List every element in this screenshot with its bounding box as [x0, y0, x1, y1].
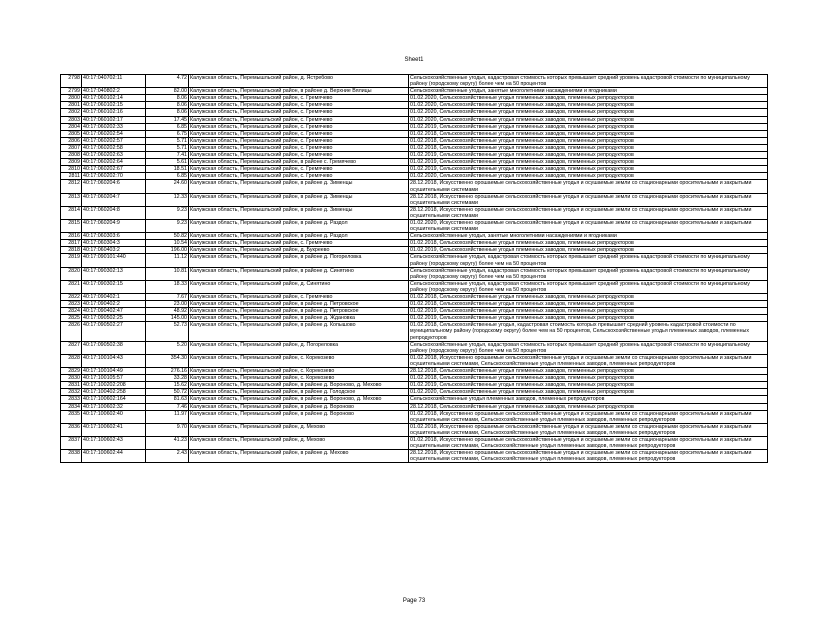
row-number-cell: 2815 [61, 219, 82, 232]
address-cell: Калужская область, Перемышльский район, в районе д. Зименцы [189, 180, 409, 193]
area-cell: 4.72 [146, 75, 189, 88]
cadastral-number-cell: 40:17:060102:14 [82, 95, 146, 102]
cadastral-number-cell: 40:17:090402:1 [82, 294, 146, 301]
row-number-cell: 2807 [61, 144, 82, 151]
row-number-cell: 2823 [61, 301, 82, 308]
address-cell: Калужская область, Перемышльский район, в районе д. Зименцы [189, 193, 409, 206]
cadastral-number-cell: 40:17:100402:258 [82, 389, 146, 396]
cadastral-number-cell: 40:17:060204:7 [82, 193, 146, 206]
address-cell: Калужская область, Перемышльский район, д. Ястребово [189, 75, 409, 88]
row-number-cell: 2805 [61, 130, 82, 137]
area-cell: 5.61 [146, 159, 189, 166]
row-number-cell: 2817 [61, 240, 82, 247]
area-cell: 6.75 [146, 130, 189, 137]
land-category-cell: 28.12.2018, Сельскохозяйственные угодья племенных заводов, племенных репродукторов [409, 368, 768, 375]
land-category-cell: 01.02.2018, Сельскохозяйственные угодья племенных заводов, племенных репродукторов [409, 301, 768, 308]
table-row [61, 240, 768, 247]
table-row [61, 322, 768, 341]
row-number-cell: 2803 [61, 116, 82, 123]
row-number-cell: 2832 [61, 389, 82, 396]
land-category-cell: 01.02.2019, Сельскохозяйственные угодья племенных заводов, племенных репродукторов [409, 315, 768, 322]
table-row [61, 116, 768, 123]
area-cell: 24.60 [146, 180, 189, 193]
address-cell: Калужская область, Перемышльский район, в районе с. Гремячево [189, 159, 409, 166]
cadastral-number-cell: 40:17:090502:25 [82, 315, 146, 322]
table-row [61, 247, 768, 254]
address-cell: Калужская область, Перемышльский район, в районе д. Погореловка [189, 254, 409, 267]
area-cell: 11.97 [146, 410, 189, 423]
address-cell: Калужская область, Перемышльский район, д. Синятино [189, 280, 409, 293]
land-category-cell: 01.02.2018, Сельскохозяйственные угодья, кадастровая стоимость которых превышает средний уровень кадастровой стоимости по муниципальному району (городскому округу) более чем на 50 процентов, Сельскохозяйственные угодья племенных заводов, племенных репродукторов [409, 322, 768, 341]
area-cell: 7.46 [146, 403, 189, 410]
address-cell: Калужская область, Перемышльский район, в районе д. Вороново, д. Мехово [189, 382, 409, 389]
table-row [61, 450, 768, 463]
cadastral-number-cell: 40:17:060403:2 [82, 247, 146, 254]
row-number-cell: 2808 [61, 152, 82, 159]
cadastral-number-cell: 40:17:090402:47 [82, 308, 146, 315]
row-number-cell: 2802 [61, 109, 82, 116]
table-row [61, 301, 768, 308]
cadastral-number-cell: 40:17:060303:6 [82, 233, 146, 240]
row-number-cell: 2824 [61, 308, 82, 315]
address-cell: Калужская область, Перемышльский район, д. Погореловка [189, 341, 409, 354]
address-cell: Калужская область, Перемышльский район, в районе д. Мехово [189, 450, 409, 463]
row-number-cell: 2813 [61, 193, 82, 206]
area-cell: 5.71 [146, 137, 189, 144]
row-number-cell: 2830 [61, 375, 82, 382]
row-number-cell: 2820 [61, 267, 82, 280]
land-category-cell: 01.02.2020, Сельскохозяйственные угодья племенных заводов, племенных репродукторов [409, 116, 768, 123]
cadastral-number-cell: 40:17:060202:57 [82, 137, 146, 144]
address-cell: Калужская область, Перемышльский район, с. Гремячево [189, 166, 409, 173]
area-cell: 81.63 [146, 396, 189, 403]
area-cell: 33.28 [146, 375, 189, 382]
land-category-cell: 28.12.2018, Искусственно орошаемые сельскохозяйственные угодья и осушаемые земли со стационарными оросительными и закрытыми осушительными системами [409, 206, 768, 219]
table-row [61, 130, 768, 137]
table-row [61, 173, 768, 180]
cadastral-number-cell: 40:17:060304:3 [82, 240, 146, 247]
data-table [60, 74, 768, 463]
area-cell: 23.00 [146, 301, 189, 308]
land-category-cell: 01.02.2020, Искусственно орошаемые сельскохозяйственные угодья и осушаемые земли со стационарными оросительными и закрытыми осушительными системами [409, 219, 768, 232]
land-category-cell: 01.02.2018, Сельскохозяйственные угодья племенных заводов, племенных репродукторов [409, 375, 768, 382]
table-row [61, 166, 768, 173]
area-cell: 10.54 [146, 240, 189, 247]
cadastral-number-cell: 40:17:090502:38 [82, 341, 146, 354]
land-category-cell: 01.02.2020, Сельскохозяйственные угодья племенных заводов, племенных репродукторов [409, 102, 768, 109]
area-cell: 7.67 [146, 294, 189, 301]
land-category-cell: 01.02.2019, Сельскохозяйственные угодья племенных заводов, племенных репродукторов [409, 308, 768, 315]
cadastral-number-cell: 40:17:100602:164 [82, 396, 146, 403]
area-cell: 12.33 [146, 193, 189, 206]
table-row [61, 396, 768, 403]
land-category-cell: Сельскохозяйственные угодья, кадастровая стоимость которых превышает средний уровень кадастровой стоимости по муниципальному району (городскому округу) более чем на 50 процентов [409, 267, 768, 280]
table-row [61, 159, 768, 166]
cadastral-number-cell: 40:17:100602:32 [82, 403, 146, 410]
table-row [61, 109, 768, 116]
area-cell: 7.41 [146, 152, 189, 159]
row-number-cell: 2826 [61, 322, 82, 341]
cadastral-number-cell: 40:17:090402:2 [82, 301, 146, 308]
land-category-cell: 01.02.2018, Искусственно орошаемые сельскохозяйственные угодья и осушаемые земли со стационарными оросительными и закрытыми осушительными системами, Сельскохозяйственные угодья племенных заводов, племенных репродукторов [409, 410, 768, 423]
address-cell: Калужская область, Перемышльский район, д. Букреево [189, 247, 409, 254]
table-row [61, 368, 768, 375]
area-cell: 9.23 [146, 219, 189, 232]
address-cell: Калужская область, Перемышльский район, в районе д. Зименцы [189, 206, 409, 219]
address-cell: Калужская область, Перемышльский район, в районе д. Петровское [189, 308, 409, 315]
area-cell: 18.51 [146, 166, 189, 173]
land-category-cell: 01.02.2018, Сельскохозяйственные угодья племенных заводов, племенных репродукторов [409, 294, 768, 301]
address-cell: Калужская область, Перемышльский район, с. Гремячево [189, 130, 409, 137]
area-cell: 276.16 [146, 368, 189, 375]
area-cell: 52.73 [146, 322, 189, 341]
area-cell: 82.00 [146, 88, 189, 95]
cadastral-number-cell: 40:17:100602:40 [82, 410, 146, 423]
table-row [61, 389, 768, 396]
cadastral-number-cell: 40:17:090101:440 [82, 254, 146, 267]
land-category-cell: 28.12.2018, Искусственно орошаемые сельскохозяйственные угодья и осушаемые земли со стационарными оросительными и закрытыми осушительными системами [409, 193, 768, 206]
cadastral-number-cell: 40:17:060204:8 [82, 206, 146, 219]
row-number-cell: 2831 [61, 382, 82, 389]
address-cell: Калужская область, Перемышльский район, д. Мехово [189, 423, 409, 436]
land-category-cell: 01.02.2018, Сельскохозяйственные угодья племенных заводов, племенных репродукторов [409, 144, 768, 151]
row-number-cell: 2801 [61, 102, 82, 109]
row-number-cell: 2804 [61, 123, 82, 130]
address-cell: Калужская область, Перемышльский район, в районе д. Копышово [189, 322, 409, 341]
land-category-cell: Сельскохозяйственные угодья племенных заводов, племенных репродукторов [409, 396, 768, 403]
row-number-cell: 2812 [61, 180, 82, 193]
table-body [61, 75, 768, 463]
area-cell: 41.23 [146, 436, 189, 449]
area-cell: 5.20 [146, 341, 189, 354]
address-cell: Калужская область, Перемышльский район, с. Гремячево [189, 95, 409, 102]
table-row [61, 315, 768, 322]
table-row [61, 88, 768, 95]
table-row [61, 423, 768, 436]
cadastral-number-cell: 40:17:100602:44 [82, 450, 146, 463]
cadastral-number-cell: 40:17:060204:6 [82, 180, 146, 193]
address-cell: Калужская область, Перемышльский район, с. Корекозево [189, 375, 409, 382]
land-category-cell: Сельскохозяйственные угодья, занятые многолетними насаждениями и ягодниками [409, 233, 768, 240]
row-number-cell: 2799 [61, 88, 82, 95]
row-number-cell: 2806 [61, 137, 82, 144]
area-cell: 15.62 [146, 382, 189, 389]
sheet-title: Sheet1 [404, 57, 424, 63]
land-category-cell: 28.12.2018, Искусственно орошаемые сельскохозяйственные угодья и осушаемые земли со стационарными оросительными и закрытыми осушительными системами, Сельскохозяйственные угодья племенных заводов, племенных репродукторов [409, 450, 768, 463]
address-cell: Калужская область, Перемышльский район, в районе д. Раздол [189, 219, 409, 232]
table-row [61, 219, 768, 232]
land-category-cell: 01.02.2019, Сельскохозяйственные угодья племенных заводов, племенных репродукторов [409, 159, 768, 166]
table-row [61, 341, 768, 354]
area-cell: 8.06 [146, 102, 189, 109]
table-row [61, 152, 768, 159]
row-number-cell: 2810 [61, 166, 82, 173]
table-row [61, 180, 768, 193]
row-number-cell: 2800 [61, 95, 82, 102]
address-cell: Калужская область, Перемышльский район, с. Корекозево [189, 368, 409, 375]
row-number-cell: 2811 [61, 173, 82, 180]
cadastral-number-cell: 40:17:060204:9 [82, 219, 146, 232]
cadastral-number-cell: 40:17:060202:54 [82, 130, 146, 137]
row-number-cell: 2798 [61, 75, 82, 88]
land-category-cell: 01.02.2019, Сельскохозяйственные угодья племенных заводов, племенных репродукторов [409, 247, 768, 254]
address-cell: Калужская область, Перемышльский район, в районе д. Синятино [189, 267, 409, 280]
area-cell: 50.72 [146, 389, 189, 396]
address-cell: Калужская область, Перемышльский район, в районе д. Вороново [189, 403, 409, 410]
land-category-cell: 01.02.2019, Сельскохозяйственные угодья племенных заводов, племенных репродукторов [409, 123, 768, 130]
row-number-cell: 2828 [61, 354, 82, 367]
land-category-cell: 01.02.2020, Сельскохозяйственные угодья племенных заводов, племенных репродукторов [409, 95, 768, 102]
address-cell: Калужская область, Перемышльский район, в районе д. Вороново, д. Мехово [189, 396, 409, 403]
area-cell: 6.85 [146, 173, 189, 180]
table-row [61, 267, 768, 280]
address-cell: Калужская область, Перемышльский район, в районе д. Раздол [189, 233, 409, 240]
address-cell: Калужская область, Перемышльский район, с. Гремячево [189, 294, 409, 301]
page-number: Page 73 [402, 598, 426, 604]
table-row [61, 382, 768, 389]
cadastral-number-cell: 40:17:060202:64 [82, 159, 146, 166]
row-number-cell: 2809 [61, 159, 82, 166]
address-cell: Калужская область, Перемышльский район, с. Гремячево [189, 109, 409, 116]
row-number-cell: 2821 [61, 280, 82, 293]
row-number-cell: 2829 [61, 368, 82, 375]
table-row [61, 354, 768, 367]
area-cell: 9.23 [146, 206, 189, 219]
land-category-cell: 28.12.2018, Сельскохозяйственные угодья племенных заводов, племенных репродукторов [409, 403, 768, 410]
area-cell: 8.06 [146, 109, 189, 116]
table-row [61, 280, 768, 293]
cadastral-number-cell: 40:17:100602:41 [82, 423, 146, 436]
row-number-cell: 2833 [61, 396, 82, 403]
land-category-cell: 01.02.2020, Сельскохозяйственные угодья племенных заводов, племенных репродукторов [409, 173, 768, 180]
cadastral-number-cell: 40:17:060202:70 [82, 173, 146, 180]
row-number-cell: 2818 [61, 247, 82, 254]
area-cell: 11.12 [146, 254, 189, 267]
table-row [61, 294, 768, 301]
table-row [61, 436, 768, 449]
address-cell: Калужская область, Перемышльский район, д. Мехово [189, 436, 409, 449]
area-cell: 17.45 [146, 116, 189, 123]
address-cell: Калужская область, Перемышльский район, в районе д. Вороново [189, 410, 409, 423]
address-cell: Калужская область, Перемышльский район, с. Гремячево [189, 173, 409, 180]
table-row [61, 102, 768, 109]
land-category-cell: 01.02.2019, Сельскохозяйственные угодья племенных заводов, племенных репродукторов [409, 166, 768, 173]
cadastral-number-cell: 40:17:040702:11 [82, 75, 146, 88]
area-cell: 6.85 [146, 123, 189, 130]
table-row [61, 375, 768, 382]
cadastral-number-cell: 40:17:090302:13 [82, 267, 146, 280]
row-number-cell: 2834 [61, 403, 82, 410]
land-category-cell: Сельскохозяйственные угодья, кадастровая стоимость которых превышает средний уровень кадастровой стоимости по муниципальному району (городскому округу) более чем на 50 процентов [409, 280, 768, 293]
table-row [61, 193, 768, 206]
land-category-cell: 01.02.2018, Сельскохозяйственные угодья племенных заводов, племенных репродукторов [409, 130, 768, 137]
address-cell: Калужская область, Перемышльский район, с. Корекозево [189, 354, 409, 367]
land-category-cell: 01.02.2018, Искусственно орошаемые сельскохозяйственные угодья и осушаемые земли со стационарными оросительными и закрытыми осушительными системами, Сельскохозяйственные угодья племенных заводов, племенных репродукторов [409, 354, 768, 367]
cadastral-number-cell: 40:17:040802:2 [82, 88, 146, 95]
row-number-cell: 2822 [61, 294, 82, 301]
land-category-cell: 01.02.2018, Сельскохозяйственные угодья племенных заводов, племенных репродукторов [409, 240, 768, 247]
cadastral-number-cell: 40:17:060102:17 [82, 116, 146, 123]
row-number-cell: 2819 [61, 254, 82, 267]
table-row [61, 123, 768, 130]
area-cell: 2.43 [146, 450, 189, 463]
table-row [61, 254, 768, 267]
address-cell: Калужская область, Перемышльский район, в районе д. Ждановка [189, 315, 409, 322]
cadastral-number-cell: 40:17:060202:33 [82, 123, 146, 130]
address-cell: Калужская область, Перемышльский район, в районе д. Верхние Вялицы [189, 88, 409, 95]
row-number-cell: 2814 [61, 206, 82, 219]
land-category-cell: Сельскохозяйственные угодья, кадастровая стоимость которых превышает средний уровень кадастровой стоимости по муниципальному району (городскому округу) более чем на 50 процентов [409, 75, 768, 88]
area-cell: 5.71 [146, 144, 189, 151]
cadastral-number-cell: 40:17:100602:43 [82, 436, 146, 449]
row-number-cell: 2837 [61, 436, 82, 449]
area-cell: 10.81 [146, 267, 189, 280]
cadastral-number-cell: 40:17:060202:58 [82, 144, 146, 151]
table-row [61, 137, 768, 144]
table-row [61, 233, 768, 240]
cadastral-number-cell: 40:17:100105:57 [82, 375, 146, 382]
land-category-cell: 01.02.2019, Сельскохозяйственные угодья племенных заводов, племенных репродукторов [409, 152, 768, 159]
cadastral-number-cell: 40:17:090502:27 [82, 322, 146, 341]
address-cell: Калужская область, Перемышльский район, с. Гремячево [189, 240, 409, 247]
land-category-cell: 28.12.2018, Искусственно орошаемые сельскохозяйственные угодья и осушаемые земли со стационарными оросительными и закрытыми осушительными системами [409, 180, 768, 193]
area-cell: 145.00 [146, 315, 189, 322]
row-number-cell: 2825 [61, 315, 82, 322]
area-cell: 48.92 [146, 308, 189, 315]
row-number-cell: 2836 [61, 423, 82, 436]
cadastral-number-cell: 40:17:060202:67 [82, 166, 146, 173]
address-cell: Калужская область, Перемышльский район, с. Гремячево [189, 123, 409, 130]
address-cell: Калужская область, Перемышльский район, с. Гремячево [189, 152, 409, 159]
land-category-cell: 01.02.2019, Сельскохозяйственные угодья племенных заводов, племенных репродукторов [409, 382, 768, 389]
area-cell: 196.00 [146, 247, 189, 254]
address-cell: Калужская область, Перемышльский район, с. Гремячево [189, 144, 409, 151]
land-category-cell: 01.02.2020, Сельскохозяйственные угодья племенных заводов, племенных репродукторов [409, 389, 768, 396]
land-category-cell: 01.02.2020, Сельскохозяйственные угодья племенных заводов, племенных репродукторов [409, 109, 768, 116]
cadastral-number-cell: 40:17:100104:43 [82, 354, 146, 367]
table-row [61, 410, 768, 423]
cadastral-number-cell: 40:17:060102:15 [82, 102, 146, 109]
table-row [61, 144, 768, 151]
row-number-cell: 2838 [61, 450, 82, 463]
row-number-cell: 2835 [61, 410, 82, 423]
address-cell: Калужская область, Перемышльский район, с. Гремячево [189, 116, 409, 123]
table-row [61, 403, 768, 410]
table-row [61, 75, 768, 88]
table-row [61, 95, 768, 102]
area-cell: 18.33 [146, 280, 189, 293]
cadastral-number-cell: 40:17:100202:208 [82, 382, 146, 389]
address-cell: Калужская область, Перемышльский район, в районе д. Голодское [189, 389, 409, 396]
cadastral-number-cell: 40:17:060102:16 [82, 109, 146, 116]
area-cell: 8.06 [146, 95, 189, 102]
cadastral-number-cell: 40:17:060202:63 [82, 152, 146, 159]
row-number-cell: 2827 [61, 341, 82, 354]
land-category-cell: Сельскохозяйственные угодья, кадастровая стоимость которых превышает средний уровень кадастровой стоимости по муниципальному району (городскому округу) более чем на 50 процентов [409, 341, 768, 354]
land-category-cell: 01.02.2018, Искусственно орошаемые сельскохозяйственные угодья и осушаемые земли со стационарными оросительными и закрытыми осушительными системами, Сельскохозяйственные угодья племенных заводов, племенных репродукторов [409, 423, 768, 436]
address-cell: Калужская область, Перемышльский район, с. Гремячево [189, 137, 409, 144]
row-number-cell: 2816 [61, 233, 82, 240]
land-category-cell: 01.02.2018, Искусственно орошаемые сельскохозяйственные угодья и осушаемые земли со стационарными оросительными и закрытыми осушительными системами, Сельскохозяйственные угодья племенных заводов, племенных репродукторов [409, 436, 768, 449]
area-cell: 50.82 [146, 233, 189, 240]
address-cell: Калужская область, Перемышльский район, с. Гремячево [189, 102, 409, 109]
cadastral-number-cell: 40:17:090302:15 [82, 280, 146, 293]
area-cell: 354.30 [146, 354, 189, 367]
table-row [61, 308, 768, 315]
land-category-cell: Сельскохозяйственные угодья, занятые многолетними насаждениями и ягодниками [409, 88, 768, 95]
cadastral-number-cell: 40:17:100104:49 [82, 368, 146, 375]
address-cell: Калужская область, Перемышльский район, в районе д. Петровское [189, 301, 409, 308]
table-row [61, 206, 768, 219]
land-category-cell: Сельскохозяйственные угодья, кадастровая стоимость которых превышает средний уровень кадастровой стоимости по муниципальному району (городскому округу) более чем на 50 процентов [409, 254, 768, 267]
land-category-cell: 01.02.2018, Сельскохозяйственные угодья племенных заводов, племенных репродукторов [409, 137, 768, 144]
area-cell: 9.70 [146, 423, 189, 436]
